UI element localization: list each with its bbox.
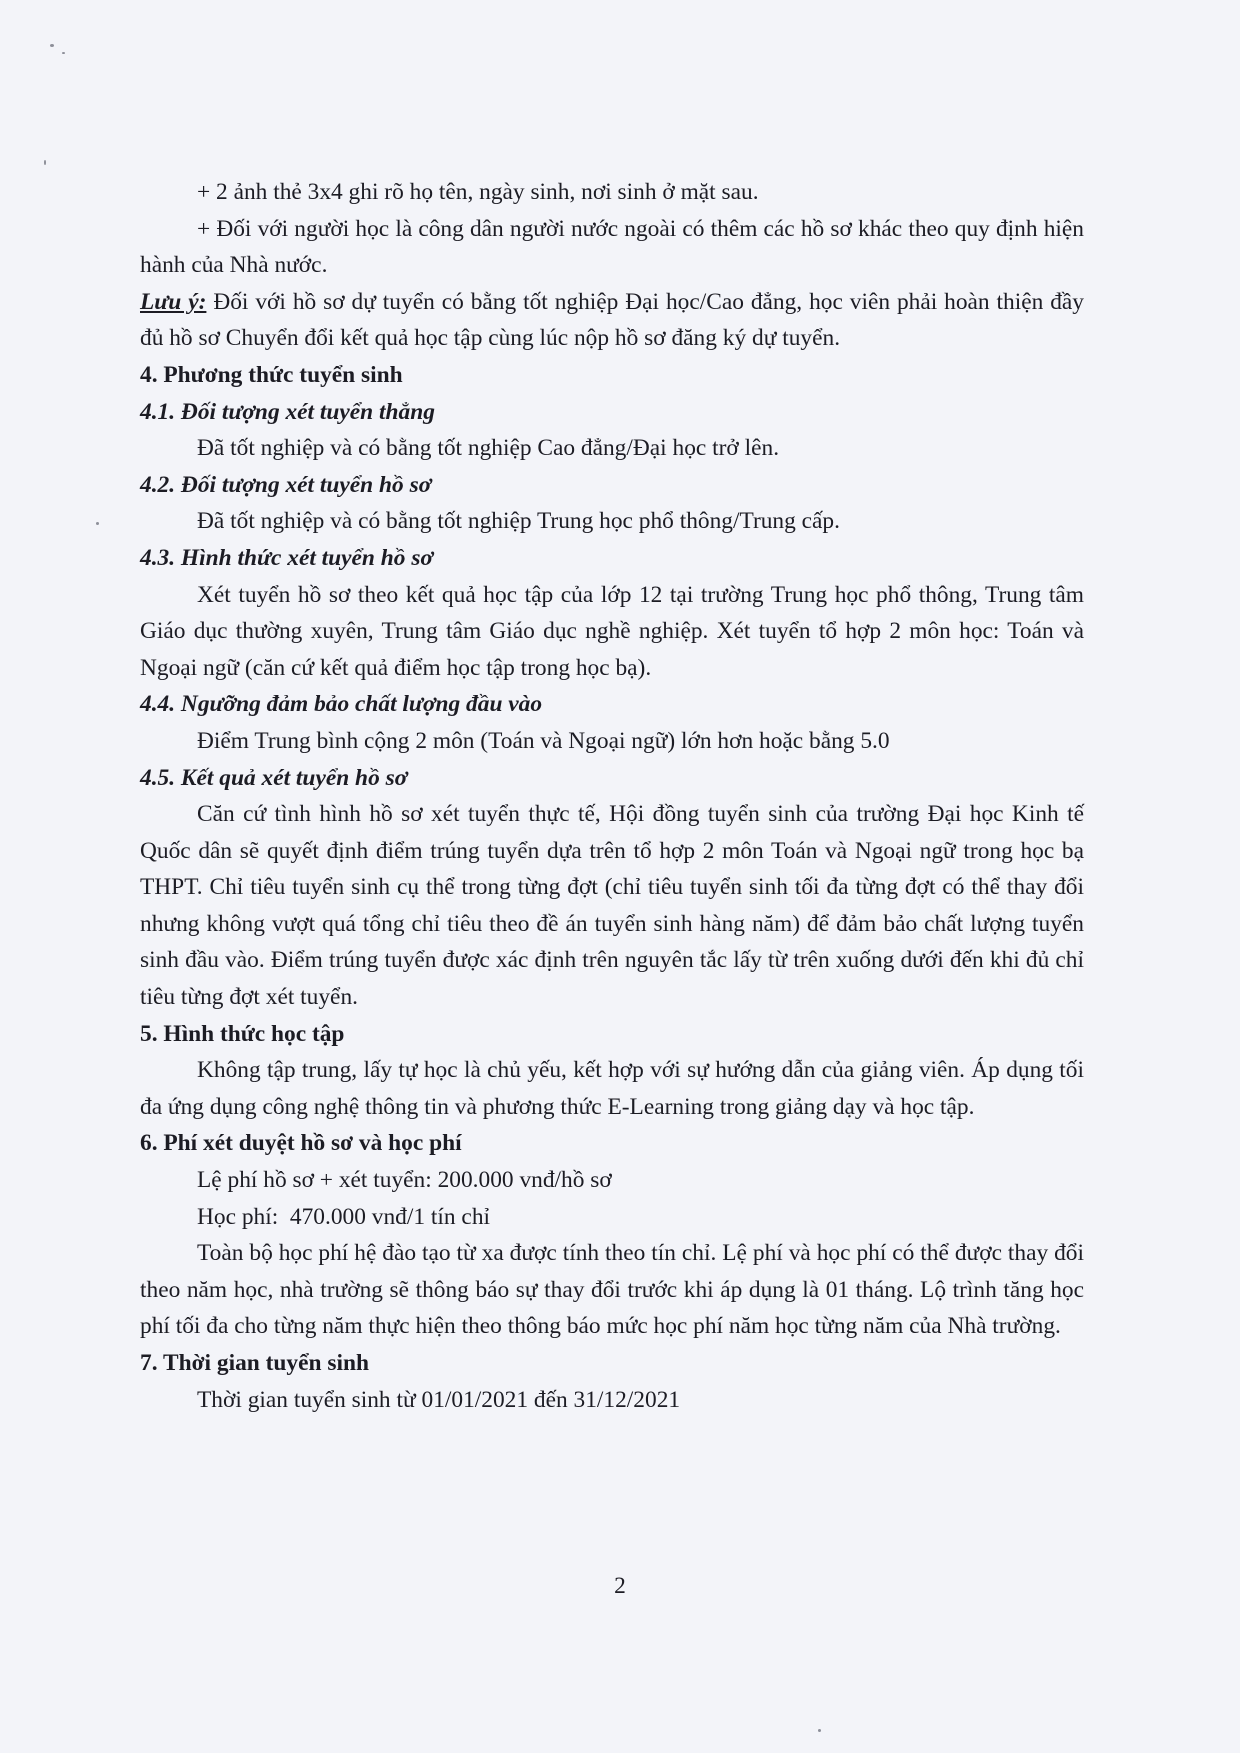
photo-requirement-paragraph: + 2 ảnh thẻ 3x4 ghi rõ họ tên, ngày sinh, nơi sinh ở mặt sau. [197,179,759,205]
foreigner-requirement-paragraph: + Đối với người học là công dân người nước ngoài có thêm các hồ sơ khác theo quy định hiện hành của Nhà nước. [140,215,1084,279]
note-label: Lưu ý: [140,288,207,315]
section-4-1-heading: 4.1. Đối tượng xét tuyển thẳng [140,398,435,425]
section-7-heading: 7. Thời gian tuyển sinh [140,1350,369,1376]
section-5-body: Không tập trung, lấy tự học là chủ yếu, kết hợp với sự hướng dẫn của giảng viên. Áp dụng tối đa ứng dụng công nghệ thông tin và phương thức E-Learning trong giảng dạy và học tập. [140,1057,1084,1120]
scan-speck [50,44,54,47]
scan-speck [96,522,99,525]
note-text: Đối với hồ sơ dự tuyển có bằng tốt nghiệp Đại học/Cao đẳng, học viên phải hoàn thiện đầy đủ hồ sơ Chuyển đổi kết quả học tập cùng lúc nộp hồ sơ đăng ký dự tuyển. [140,288,1084,352]
section-4-1-body: Đã tốt nghiệp và có bằng tốt nghiệp Cao đẳng/Đại học trở lên. [197,435,780,462]
tuition-fee-line: Học phí: 470.000 vnđ/1 tín chỉ [197,1203,491,1230]
note-paragraph [140,284,1084,357]
section-4-2-heading: 4.2. Đối tượng xét tuyển hồ sơ [140,471,432,498]
section-4-2-body: Đã tốt nghiệp và có bằng tốt nghiệp Trung học phổ thông/Trung cấp. [197,508,840,535]
section-4-5-body: Căn cứ tình hình hồ sơ xét tuyển thực tế, Hội đồng tuyển sinh của trường Đại học Kinh tế Quốc dân sẽ quyết định điểm trúng tuyển dựa trên tổ hợp 2 môn Toán và Ngoại ngữ trong học bạ THPT. Chỉ tiêu tuyển sinh cụ thể trong từng đợt (chỉ tiêu tuyển sinh tối đa từng đợt có thể thay đổi nhưng không vượt quá tổng chỉ tiêu theo đề án tuyển sinh hàng năm) để đảm bảo chất lượng tuyển sinh đầu vào. Điểm trúng tuyển được xác định trên nguyên tắc lấy từ trên xuống dưới đến khi đủ chỉ tiêu từng đợt xét tuyển. [140,801,1084,1011]
section-6-body: Toàn bộ học phí hệ đào tạo từ xa được tính theo tín chỉ. Lệ phí và học phí có thể được thay đổi theo năm học, nhà trường sẽ thông báo sự thay đổi trước khi áp dụng là 01 tháng. Lộ trình tăng học phí tối đa cho từng năm thực hiện theo thông báo mức học phí năm học từng năm của Nhà trường. [140,1240,1084,1340]
section-6-heading: 6. Phí xét duyệt hồ sơ và học phí [140,1130,462,1157]
page-number: 2 [614,1573,626,1599]
document-body [140,174,1084,1418]
application-fee-line: Lệ phí hồ sơ + xét tuyển: 200.000 vnđ/hồ sơ [197,1167,612,1194]
scan-speck [44,160,46,165]
section-4-3-body: Xét tuyển hồ sơ theo kết quả học tập của lớp 12 tại trường Trung học phổ thông, Trung tâm Giáo dục thường xuyên, Trung tâm Giáo dục nghề nghiệp. Xét tuyển tổ hợp 2 môn học: Toán và Ngoại ngữ (căn cứ kết quả điểm học tập trong học bạ). [140,581,1084,681]
scan-speck [62,52,65,54]
section-4-5-heading: 4.5. Kết quả xét tuyển hồ sơ [140,764,408,791]
section-4-3-heading: 4.3. Hình thức xét tuyển hồ sơ [140,544,433,571]
scan-speck [818,1729,821,1732]
section-4-heading: 4. Phương thức tuyển sinh [140,361,403,388]
section-4-4-heading: 4.4. Ngưỡng đảm bảo chất lượng đầu vào [140,691,543,718]
section-5-heading: 5. Hình thức học tập [140,1020,345,1047]
section-7-body: Thời gian tuyển sinh từ 01/01/2021 đến 31/12/2021 [197,1386,681,1413]
section-4-4-body: Điểm Trung bình cộng 2 môn (Toán và Ngoại ngữ) lớn hơn hoặc bằng 5.0 [197,727,890,754]
